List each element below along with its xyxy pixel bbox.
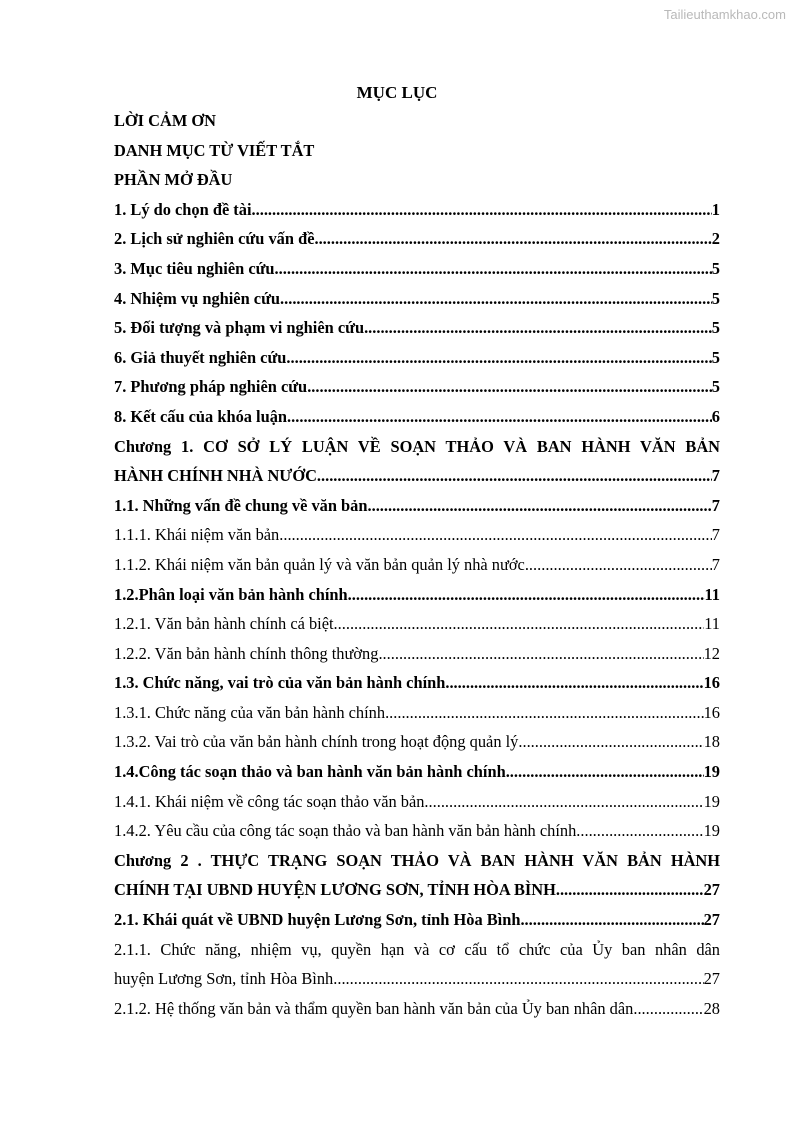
toc-entry-leader [576, 816, 703, 846]
toc-entry [114, 757, 720, 787]
toc-entry-leader [364, 313, 712, 343]
toc-entry-leader [279, 520, 712, 550]
toc-entry-page: 11 [704, 584, 720, 604]
toc-entry-page: 5 [711, 258, 720, 278]
toc-entry-page: 16 [703, 673, 720, 693]
toc-entry [114, 224, 720, 254]
toc-entry-leader [506, 757, 704, 787]
toc-entry-page: 5 [711, 347, 720, 367]
toc-entry-label: Chương 2 . THỰC TRẠNG SOẠN THẢO VÀ BAN HÀNH VĂN BẢN HÀNH [114, 850, 720, 870]
toc-entry-leader [525, 550, 712, 580]
toc-entry [114, 816, 720, 846]
toc-entry [114, 609, 720, 639]
toc-entry-page: 12 [703, 643, 720, 663]
toc-entry-page: 27 [703, 969, 720, 989]
toc-entry [114, 195, 720, 225]
toc-entry-label: 1.4.1. Khái niệm về công tác soạn thảo văn bản [114, 791, 425, 811]
toc-entry-label: HÀNH CHÍNH NHÀ NƯỚC [114, 466, 317, 486]
toc-entry-leader [334, 609, 705, 639]
toc-entry-label: 2.1.1. Chức năng, nhiệm vụ, quyền hạn và cơ cấu tổ chức của Ủy ban nhân dân [114, 939, 720, 959]
toc-entry-leader [445, 668, 703, 698]
toc-entry-page: 19 [703, 791, 720, 811]
toc-entry-leader [556, 875, 704, 905]
toc-entry [114, 284, 720, 314]
toc-entry-label: 5. Đối tượng và phạm vi nghiên cứu [114, 318, 365, 338]
toc-entry [114, 935, 720, 965]
toc-entry-label: 6. Giả thuyết nghiên cứu [114, 347, 287, 367]
toc-entry [114, 668, 720, 698]
page-title: MỤC LỤC [356, 83, 438, 102]
toc-entry-page: 1 [711, 199, 720, 219]
toc-entry-label: 1.3.1. Chức năng của văn bản hành chính [114, 702, 386, 722]
toc-entry-page: 18 [703, 732, 720, 752]
toc-entry [114, 461, 720, 491]
toc-entry-leader [252, 195, 712, 225]
table-of-contents [114, 106, 720, 1023]
toc-entry-leader [633, 994, 703, 1024]
toc-entry-label: 1.3. Chức năng, vai trò của văn bản hành chính [114, 673, 446, 693]
toc-entry-page: 2 [711, 229, 720, 249]
toc-entry-page: 7 [711, 525, 720, 545]
toc-entry-leader [348, 580, 705, 610]
toc-entry-label: 1.2.Phân loại văn bản hành chính [114, 584, 348, 604]
toc-entry-leader [378, 639, 703, 669]
toc-entry-label: DANH MỤC TỪ VIẾT TẮT [114, 140, 315, 160]
toc-entry-page: 19 [703, 762, 720, 782]
toc-entry [114, 698, 720, 728]
toc-entry-label: 1.1.2. Khái niệm văn bản quản lý và văn bản quản lý nhà nước [114, 554, 525, 574]
toc-entry-label: LỜI CẢM ƠN [114, 111, 216, 130]
toc-entry-page: 5 [711, 288, 720, 308]
toc-entry-label: 1.2.1. Văn bản hành chính cá biệt [114, 614, 334, 634]
toc-entry-label: 1.2.2. Văn bản hành chính thông thường [114, 643, 379, 663]
toc-entry [114, 313, 720, 343]
toc-entry [114, 520, 720, 550]
toc-entry-label: 3. Mục tiêu nghiên cứu [114, 258, 275, 278]
toc-entry [114, 875, 720, 905]
toc-entry-label: 1. Lý do chọn đề tài [114, 199, 252, 219]
toc-entry [114, 254, 720, 284]
toc-entry-page: 7 [711, 554, 720, 574]
toc-entry-leader [286, 343, 711, 373]
toc-entry-leader [307, 372, 712, 402]
toc-entry-label: 1.3.2. Vai trò của văn bản hành chính trong hoạt động quản lý [114, 732, 519, 752]
toc-entry-label: 7. Phương pháp nghiên cứu [114, 377, 308, 397]
toc-entry-leader [520, 905, 703, 935]
toc-entry [114, 994, 720, 1024]
toc-entry-page: 27 [703, 910, 720, 930]
toc-entry-leader [368, 491, 712, 521]
toc-entry [114, 432, 720, 462]
toc-entry [114, 727, 720, 757]
watermark: Tailieuthamkhao.com [663, 7, 786, 22]
toc-entry [114, 372, 720, 402]
toc-entry-leader [280, 284, 712, 314]
toc-entry-leader [424, 787, 703, 817]
toc-entry-page: 7 [711, 466, 720, 486]
toc-entry [114, 343, 720, 373]
toc-entry-label: 1.4.Công tác soạn thảo và ban hành văn bản hành chính [114, 762, 506, 782]
toc-entry-page: 7 [711, 495, 720, 515]
toc-entry-page: 28 [703, 998, 720, 1018]
toc-entry-label: 1.1. Những vấn đề chung về văn bản [114, 495, 368, 515]
toc-entry-leader [275, 254, 712, 284]
toc-entry [114, 165, 720, 195]
toc-entry [114, 136, 720, 166]
toc-entry [114, 787, 720, 817]
toc-entry-label: PHẦN MỞ ĐẦU [114, 170, 233, 190]
toc-entry-label: CHÍNH TẠI UBND HUYỆN LƯƠNG SƠN, TỈNH HÒA BÌNH [114, 880, 556, 900]
toc-entry [114, 846, 720, 876]
toc-entry [114, 402, 720, 432]
toc-entry-leader [518, 727, 703, 757]
toc-entry-page: 5 [711, 318, 720, 338]
toc-entry-label: 2.1.2. Hệ thống văn bản và thẩm quyền ban hành văn bản của Ủy ban nhân dân [114, 998, 634, 1018]
toc-entry-label: 4. Nhiệm vụ nghiên cứu [114, 288, 281, 308]
toc-entry-leader [287, 402, 712, 432]
toc-entry-label: 8. Kết cấu của khóa luận [114, 406, 288, 426]
toc-entry-page: 6 [711, 406, 720, 426]
toc-entry-label: 1.1.1. Khái niệm văn bản [114, 525, 280, 545]
toc-entry [114, 964, 720, 994]
toc-entry [114, 491, 720, 521]
toc-entry [114, 905, 720, 935]
toc-entry-page: 27 [703, 880, 720, 900]
toc-entry-page: 16 [703, 702, 720, 722]
toc-entry-page: 11 [704, 614, 720, 634]
toc-entry-label: 1.4.2. Yêu cầu của công tác soạn thảo và ban hành văn bản hành chính [114, 821, 577, 841]
toc-entry-leader [385, 698, 704, 728]
toc-entry-page: 19 [703, 821, 720, 841]
toc-entry-label: Chương 1. CƠ SỞ LÝ LUẬN VỀ SOẠN THẢO VÀ BAN HÀNH VĂN BẢN [114, 436, 720, 456]
toc-entry-leader [317, 461, 712, 491]
toc-entry-label: 2.1. Khái quát về UBND huyện Lương Sơn, tỉnh Hòa Bình [114, 910, 521, 930]
toc-entry [114, 639, 720, 669]
toc-entry-leader [314, 224, 711, 254]
toc-entry-label: huyện Lương Sơn, tỉnh Hòa Bình [114, 969, 334, 989]
toc-entry [114, 106, 720, 136]
toc-entry-page: 5 [711, 377, 720, 397]
toc-entry-leader [333, 964, 703, 994]
toc-entry [114, 550, 720, 580]
toc-entry-label: 2. Lịch sử nghiên cứu vấn đề [114, 229, 315, 249]
toc-entry [114, 580, 720, 610]
